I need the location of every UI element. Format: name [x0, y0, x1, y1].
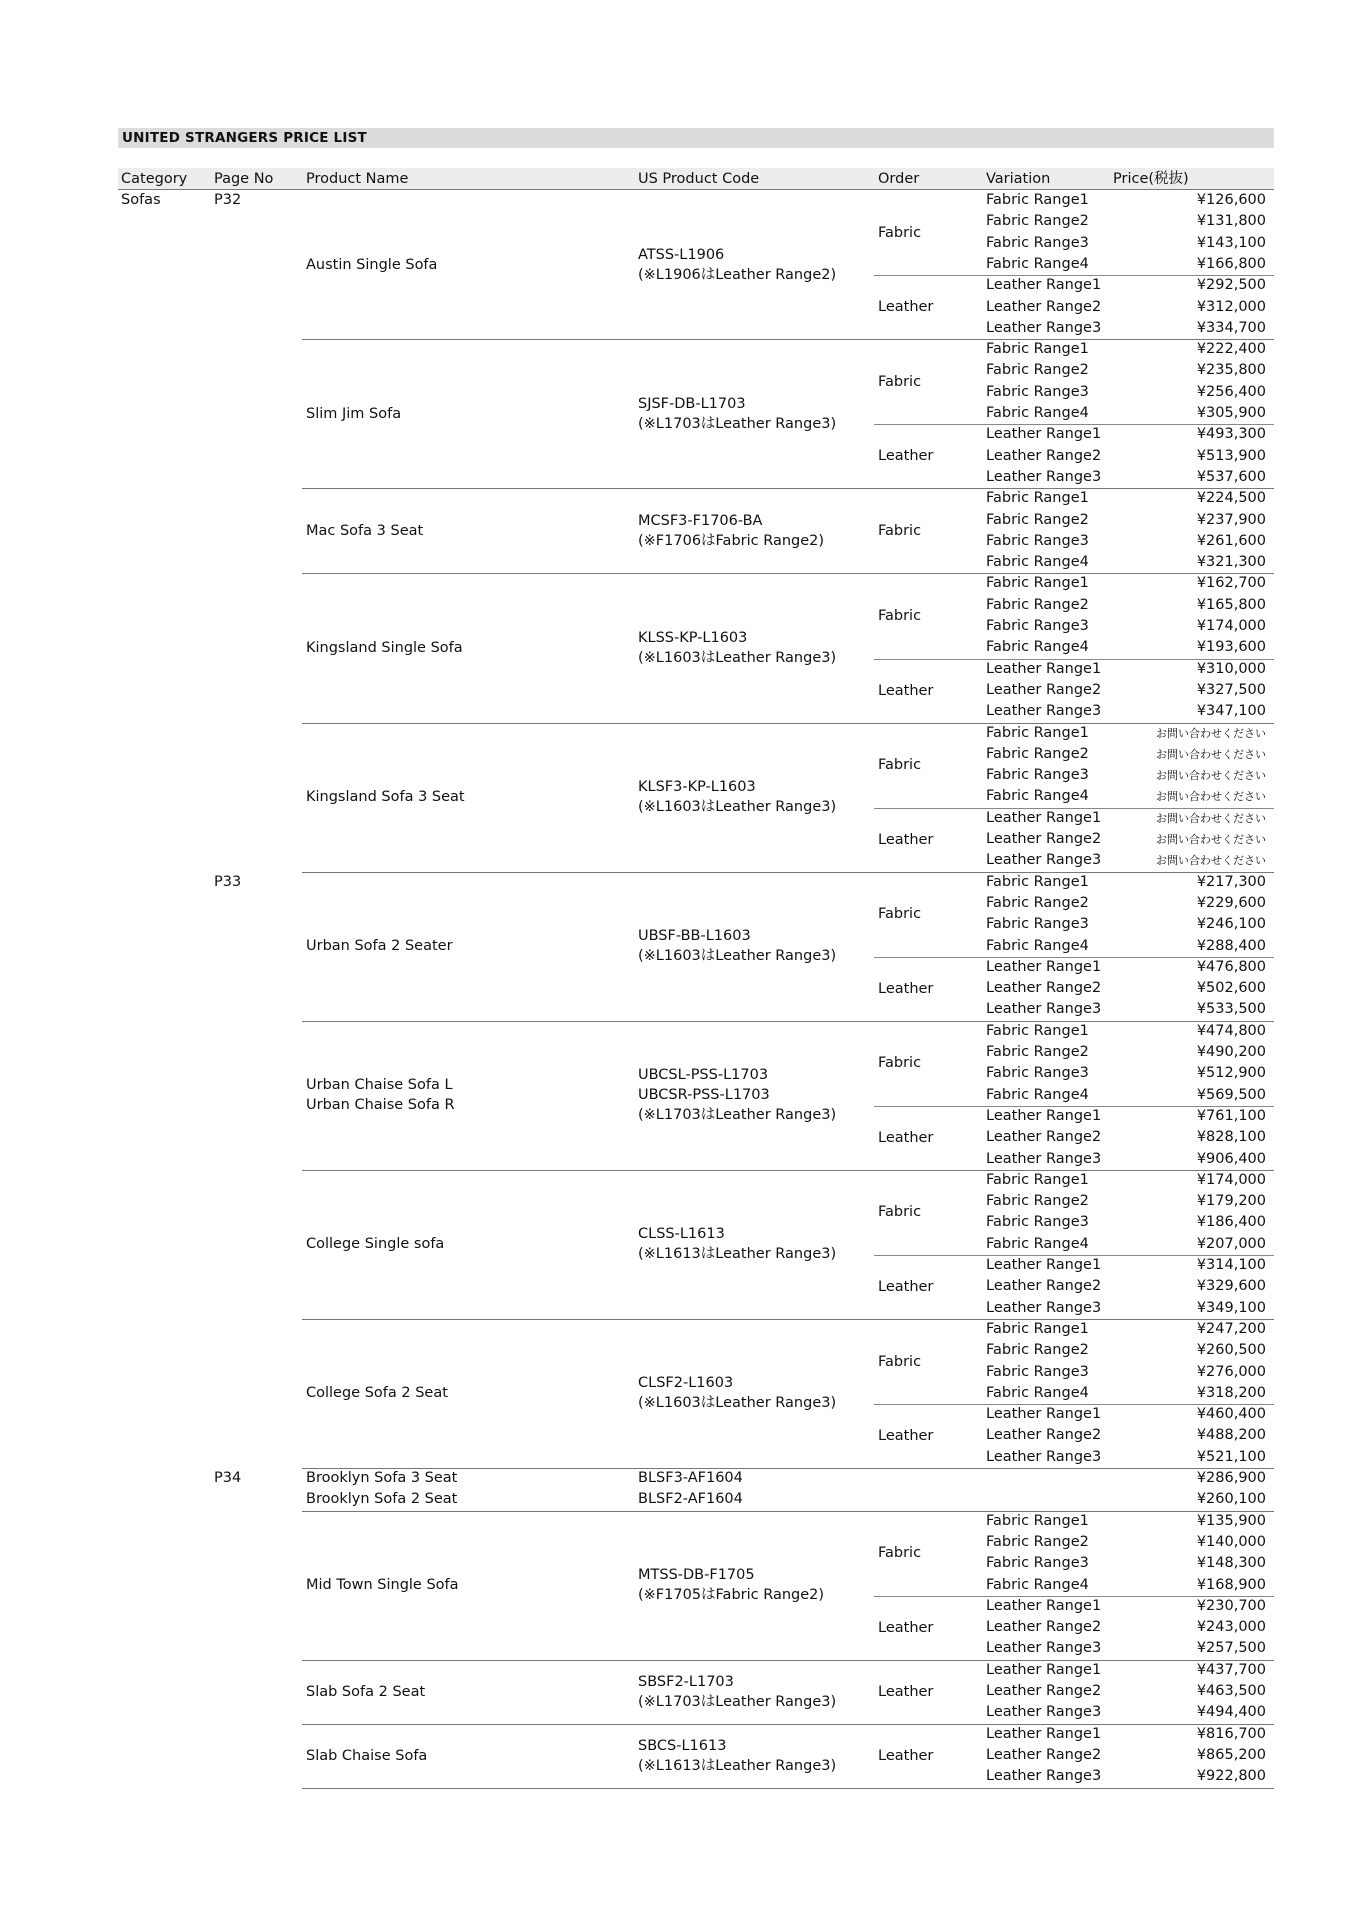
price-value: ¥126,600	[1196, 192, 1266, 208]
product-name: Brooklyn Sofa 3 Seat	[306, 1470, 458, 1486]
variation-label: Fabric Range4	[986, 1086, 1089, 1103]
variation-label: Leather Range2	[986, 1427, 1102, 1444]
order-type: Leather	[878, 1428, 934, 1445]
variation-label: Leather Range3	[986, 1640, 1102, 1657]
variation-label: Leather Range1	[986, 958, 1102, 975]
product-code: (※L1613はLeather Range3)	[638, 1246, 837, 1263]
variation-label: Leather Range2	[986, 1129, 1102, 1146]
order-type: Leather	[878, 682, 934, 699]
price-value: ¥207,000	[1196, 1235, 1266, 1252]
order-type: Leather	[878, 448, 934, 465]
price-value: お問い合わせください	[1156, 811, 1266, 825]
product-code: UBSF-BB-L1603	[638, 928, 751, 945]
price-value: ¥193,600	[1196, 639, 1266, 656]
price-value: ¥437,700	[1196, 1661, 1266, 1678]
price-value: ¥186,400	[1196, 1214, 1266, 1231]
price-value: ¥312,000	[1196, 298, 1266, 315]
product-code: (※F1705はFabric Range2)	[638, 1587, 825, 1604]
product-code: KLSS-KP-L1603	[638, 629, 748, 646]
variation-label: Fabric Range1	[986, 873, 1089, 890]
price-value: お問い合わせください	[1156, 854, 1266, 868]
variation-label: Fabric Range2	[986, 596, 1089, 613]
variation-label: Leather Range1	[986, 1107, 1102, 1124]
price-value: ¥286,900	[1196, 1470, 1266, 1486]
variation-label: Fabric Range2	[986, 1193, 1089, 1210]
price-value: ¥569,500	[1196, 1086, 1266, 1103]
product-name: Urban Chaise Sofa R	[306, 1097, 455, 1114]
variation-label: Fabric Range1	[986, 1320, 1089, 1337]
price-value: ¥488,200	[1196, 1427, 1266, 1444]
order-type: Fabric	[878, 1353, 922, 1370]
product-code: BLSF2-AF1604	[638, 1491, 743, 1508]
product-code: UBCSR-PSS-L1703	[638, 1087, 770, 1104]
variation-label: Leather Range3	[986, 319, 1102, 336]
header-category: Category	[121, 171, 188, 187]
price-value: ¥165,800	[1196, 596, 1266, 613]
header-order: Order	[878, 171, 920, 187]
order-type: Leather	[878, 299, 934, 316]
header-price: Price(税抜)	[1113, 171, 1189, 187]
price-value: ¥292,500	[1196, 277, 1266, 294]
variation-label: Leather Range3	[986, 1299, 1102, 1316]
category-label: Sofas	[121, 192, 161, 208]
price-value: ¥166,800	[1196, 255, 1266, 272]
variation-label: Leather Range2	[986, 1746, 1102, 1763]
variation-label: Leather Range1	[986, 1257, 1102, 1273]
variation-label: Fabric Range4	[986, 639, 1089, 656]
product-code: (※L1703はLeather Range3)	[638, 1693, 837, 1710]
variation-label: Leather Range1	[986, 1597, 1102, 1614]
variation-label: Fabric Range4	[986, 405, 1089, 421]
price-value: ¥828,100	[1196, 1129, 1266, 1146]
price-value: ¥179,200	[1196, 1193, 1266, 1210]
variation-label: Fabric Range1	[986, 1171, 1089, 1188]
order-type: Fabric	[878, 522, 922, 539]
product-name: College Sofa 2 Seat	[306, 1385, 448, 1402]
product-name: Brooklyn Sofa 2 Seat	[306, 1491, 458, 1508]
variation-label: Fabric Range2	[986, 1342, 1089, 1359]
variation-label: Fabric Range3	[986, 1555, 1089, 1572]
variation-label: Leather Range3	[986, 1001, 1102, 1018]
product-name: Urban Chaise Sofa L	[306, 1077, 453, 1094]
price-value: ¥135,900	[1196, 1512, 1266, 1529]
price-value: ¥865,200	[1196, 1746, 1266, 1763]
product-code: SJSF-DB-L1703	[638, 395, 746, 412]
price-value: ¥761,100	[1196, 1107, 1266, 1124]
order-type: Leather	[878, 1683, 934, 1700]
variation-label: Leather Range1	[986, 1725, 1102, 1742]
order-type: Leather	[878, 1129, 934, 1146]
price-value: ¥243,000	[1196, 1619, 1266, 1636]
order-type: Fabric	[878, 1055, 922, 1072]
variation-label: Fabric Range2	[986, 745, 1089, 762]
page-number: P34	[214, 1470, 242, 1486]
variation-label: Leather Range1	[986, 660, 1102, 677]
order-type: Fabric	[878, 608, 922, 624]
variation-label: Leather Range1	[986, 809, 1102, 826]
variation-label: Fabric Range4	[986, 255, 1089, 272]
order-type: Fabric	[878, 1545, 922, 1562]
product-code: (※L1603はLeather Range3)	[638, 649, 837, 666]
price-value: ¥476,800	[1196, 958, 1266, 975]
variation-label: Fabric Range2	[986, 1533, 1089, 1550]
product-name: Urban Sofa 2 Seater	[306, 938, 453, 955]
variation-label: Fabric Range2	[986, 213, 1089, 230]
price-value: ¥217,300	[1196, 873, 1266, 890]
variation-label: Leather Range2	[986, 298, 1102, 315]
price-value: ¥513,900	[1196, 447, 1266, 464]
variation-label: Leather Range2	[986, 980, 1102, 997]
price-value: ¥261,600	[1196, 532, 1266, 549]
order-type: Fabric	[878, 224, 922, 241]
price-value: ¥922,800	[1196, 1768, 1266, 1785]
page-number: P33	[214, 873, 242, 890]
product-code: CLSF2-L1603	[638, 1375, 734, 1392]
order-type: Leather	[878, 1747, 934, 1764]
variation-label: Leather Range3	[986, 852, 1102, 869]
product-code: MCSF3-F1706-BA	[638, 512, 763, 529]
variation-label: Fabric Range4	[986, 788, 1089, 805]
product-code: (※L1703はLeather Range3)	[638, 415, 837, 432]
variation-label: Leather Range3	[986, 1704, 1102, 1721]
price-value: ¥222,400	[1196, 341, 1266, 358]
variation-label: Fabric Range4	[986, 1576, 1089, 1593]
product-code: KLSF3-KP-L1603	[638, 779, 756, 796]
price-value: ¥276,000	[1196, 1363, 1266, 1380]
variation-label: Fabric Range4	[986, 937, 1089, 954]
price-value: ¥474,800	[1196, 1022, 1266, 1039]
price-value: ¥288,400	[1196, 937, 1266, 954]
variation-label: Fabric Range1	[986, 192, 1089, 208]
price-value: ¥906,400	[1196, 1150, 1266, 1167]
price-value: ¥246,100	[1196, 916, 1266, 933]
variation-label: Leather Range1	[986, 1406, 1102, 1423]
product-code: CLSS-L1613	[638, 1226, 725, 1243]
variation-label: Fabric Range1	[986, 724, 1089, 741]
price-value: ¥257,500	[1196, 1640, 1266, 1657]
variation-label: Leather Range2	[986, 1683, 1102, 1699]
price-value: ¥305,900	[1196, 405, 1266, 421]
price-value: ¥143,100	[1196, 234, 1266, 251]
header-product-name: Product Name	[306, 171, 409, 187]
price-value: ¥162,700	[1196, 575, 1266, 592]
variation-label: Fabric Range3	[986, 916, 1089, 933]
header-code: US Product Code	[638, 171, 760, 187]
price-value: ¥329,600	[1196, 1278, 1266, 1295]
price-value: ¥247,200	[1196, 1320, 1266, 1337]
variation-label: Fabric Range2	[986, 1044, 1089, 1060]
product-name: Kingsland Single Sofa	[306, 639, 463, 656]
order-type: Fabric	[878, 757, 922, 774]
variation-label: Leather Range2	[986, 1278, 1102, 1295]
price-value: ¥168,900	[1196, 1576, 1266, 1593]
price-value: ¥512,900	[1196, 1065, 1266, 1082]
price-value: ¥314,100	[1196, 1257, 1266, 1273]
product-code: MTSS-DB-F1705	[638, 1567, 755, 1584]
price-value: お問い合わせください	[1156, 769, 1266, 783]
variation-label: Fabric Range1	[986, 1512, 1089, 1529]
product-name: Slab Sofa 2 Seat	[306, 1683, 426, 1700]
product-name: Slab Chaise Sofa	[306, 1747, 428, 1764]
price-value: ¥230,700	[1196, 1597, 1266, 1614]
variation-label: Leather Range3	[986, 1150, 1102, 1167]
variation-label: Fabric Range1	[986, 575, 1089, 592]
variation-label: Fabric Range3	[986, 1214, 1089, 1231]
variation-label: Fabric Range3	[986, 767, 1089, 784]
price-value: ¥237,900	[1196, 511, 1266, 528]
variation-label: Fabric Range1	[986, 490, 1089, 507]
product-code: SBSF2-L1703	[638, 1673, 734, 1690]
order-type: Fabric	[878, 373, 922, 390]
variation-label: Leather Range3	[986, 1448, 1102, 1465]
price-value: ¥327,500	[1196, 681, 1266, 698]
order-type: Leather	[878, 980, 934, 997]
product-name: Austin Single Sofa	[306, 256, 438, 273]
price-value: ¥816,700	[1196, 1725, 1266, 1742]
product-code: SBCS-L1613	[638, 1737, 727, 1754]
price-value: ¥533,500	[1196, 1001, 1266, 1018]
price-value: ¥174,000	[1196, 1171, 1266, 1188]
header-page-no: Page No	[214, 171, 274, 187]
product-divider	[302, 1788, 1274, 1789]
variation-label: Leather Range1	[986, 426, 1102, 443]
document-title: UNITED STRANGERS PRICE LIST	[118, 128, 1274, 148]
price-value: お問い合わせください	[1156, 833, 1266, 846]
price-value: ¥318,200	[1196, 1384, 1266, 1401]
variation-label: Fabric Range3	[986, 618, 1089, 634]
variation-label: Fabric Range2	[986, 511, 1089, 528]
variation-label: Leather Range2	[986, 681, 1102, 698]
order-type: Fabric	[878, 906, 922, 923]
variation-label: Fabric Range2	[986, 894, 1089, 911]
product-name: College Single sofa	[306, 1236, 445, 1253]
price-value: ¥349,100	[1196, 1299, 1266, 1316]
variation-label: Fabric Range4	[986, 554, 1089, 571]
price-value: ¥493,300	[1196, 426, 1266, 443]
price-value: ¥140,000	[1196, 1533, 1266, 1550]
variation-label: Fabric Range2	[986, 362, 1089, 379]
price-value: ¥494,400	[1196, 1704, 1266, 1721]
order-type: Leather	[878, 1278, 934, 1295]
product-code: (※L1906はLeather Range2)	[638, 266, 837, 283]
product-code: (※L1703はLeather Range3)	[638, 1107, 837, 1124]
price-value: ¥502,600	[1196, 980, 1266, 997]
product-code: ATSS-L1906	[638, 246, 725, 263]
price-value: ¥347,100	[1196, 703, 1266, 720]
product-code: BLSF3-AF1604	[638, 1470, 743, 1486]
order-type: Leather	[878, 831, 934, 848]
variation-label: Leather Range1	[986, 1661, 1102, 1678]
price-value: ¥321,300	[1196, 554, 1266, 571]
price-value: ¥174,000	[1196, 618, 1266, 634]
product-code: (※L1613はLeather Range3)	[638, 1757, 837, 1774]
variation-label: Fabric Range4	[986, 1384, 1089, 1401]
variation-label: Leather Range3	[986, 703, 1102, 720]
variation-label: Leather Range1	[986, 277, 1102, 294]
price-value: ¥521,100	[1196, 1448, 1266, 1465]
price-value: ¥490,200	[1196, 1044, 1266, 1060]
price-value: ¥463,500	[1196, 1683, 1266, 1699]
price-value: ¥224,500	[1196, 490, 1266, 507]
product-code: (※F1706はFabric Range2)	[638, 532, 825, 549]
variation-label: Leather Range3	[986, 468, 1102, 485]
price-value: ¥460,400	[1196, 1406, 1266, 1423]
product-name: Mac Sofa 3 Seat	[306, 522, 424, 539]
product-code: UBCSL-PSS-L1703	[638, 1067, 769, 1084]
variation-label: Fabric Range3	[986, 1363, 1089, 1380]
price-value: ¥229,600	[1196, 894, 1266, 911]
price-value: ¥310,000	[1196, 660, 1266, 677]
order-type: Leather	[878, 1619, 934, 1636]
page-number: P32	[214, 192, 242, 208]
price-value: ¥256,400	[1196, 383, 1266, 400]
price-value: ¥131,800	[1196, 213, 1266, 230]
price-value: ¥260,100	[1196, 1491, 1266, 1508]
product-code: (※L1603はLeather Range3)	[638, 948, 837, 965]
price-value: ¥334,700	[1196, 319, 1266, 336]
price-value: お問い合わせください	[1156, 790, 1266, 804]
variation-label: Fabric Range1	[986, 1022, 1089, 1039]
variation-label: Leather Range2	[986, 447, 1102, 464]
variation-label: Leather Range2	[986, 1619, 1102, 1636]
price-value: お問い合わせください	[1156, 726, 1266, 740]
header-variation: Variation	[986, 171, 1051, 187]
price-value: ¥148,300	[1196, 1555, 1266, 1572]
variation-label: Fabric Range3	[986, 532, 1089, 549]
variation-label: Fabric Range3	[986, 383, 1089, 400]
variation-label: Leather Range3	[986, 1768, 1102, 1785]
variation-label: Fabric Range1	[986, 341, 1089, 358]
product-code: (※L1603はLeather Range3)	[638, 799, 837, 816]
price-value: ¥235,800	[1196, 362, 1266, 379]
product-name: Slim Jim Sofa	[306, 405, 402, 422]
variation-label: Fabric Range3	[986, 1065, 1089, 1082]
order-type: Fabric	[878, 1204, 922, 1221]
product-name: Mid Town Single Sofa	[306, 1577, 459, 1594]
variation-label: Leather Range2	[986, 831, 1102, 847]
variation-label: Fabric Range3	[986, 234, 1089, 251]
product-code: (※L1603はLeather Range3)	[638, 1395, 837, 1412]
variation-label: Fabric Range4	[986, 1235, 1089, 1252]
price-value: ¥260,500	[1196, 1342, 1266, 1359]
product-name: Kingsland Sofa 3 Seat	[306, 789, 465, 806]
price-value: お問い合わせください	[1156, 747, 1266, 761]
price-value: ¥537,600	[1196, 468, 1266, 485]
